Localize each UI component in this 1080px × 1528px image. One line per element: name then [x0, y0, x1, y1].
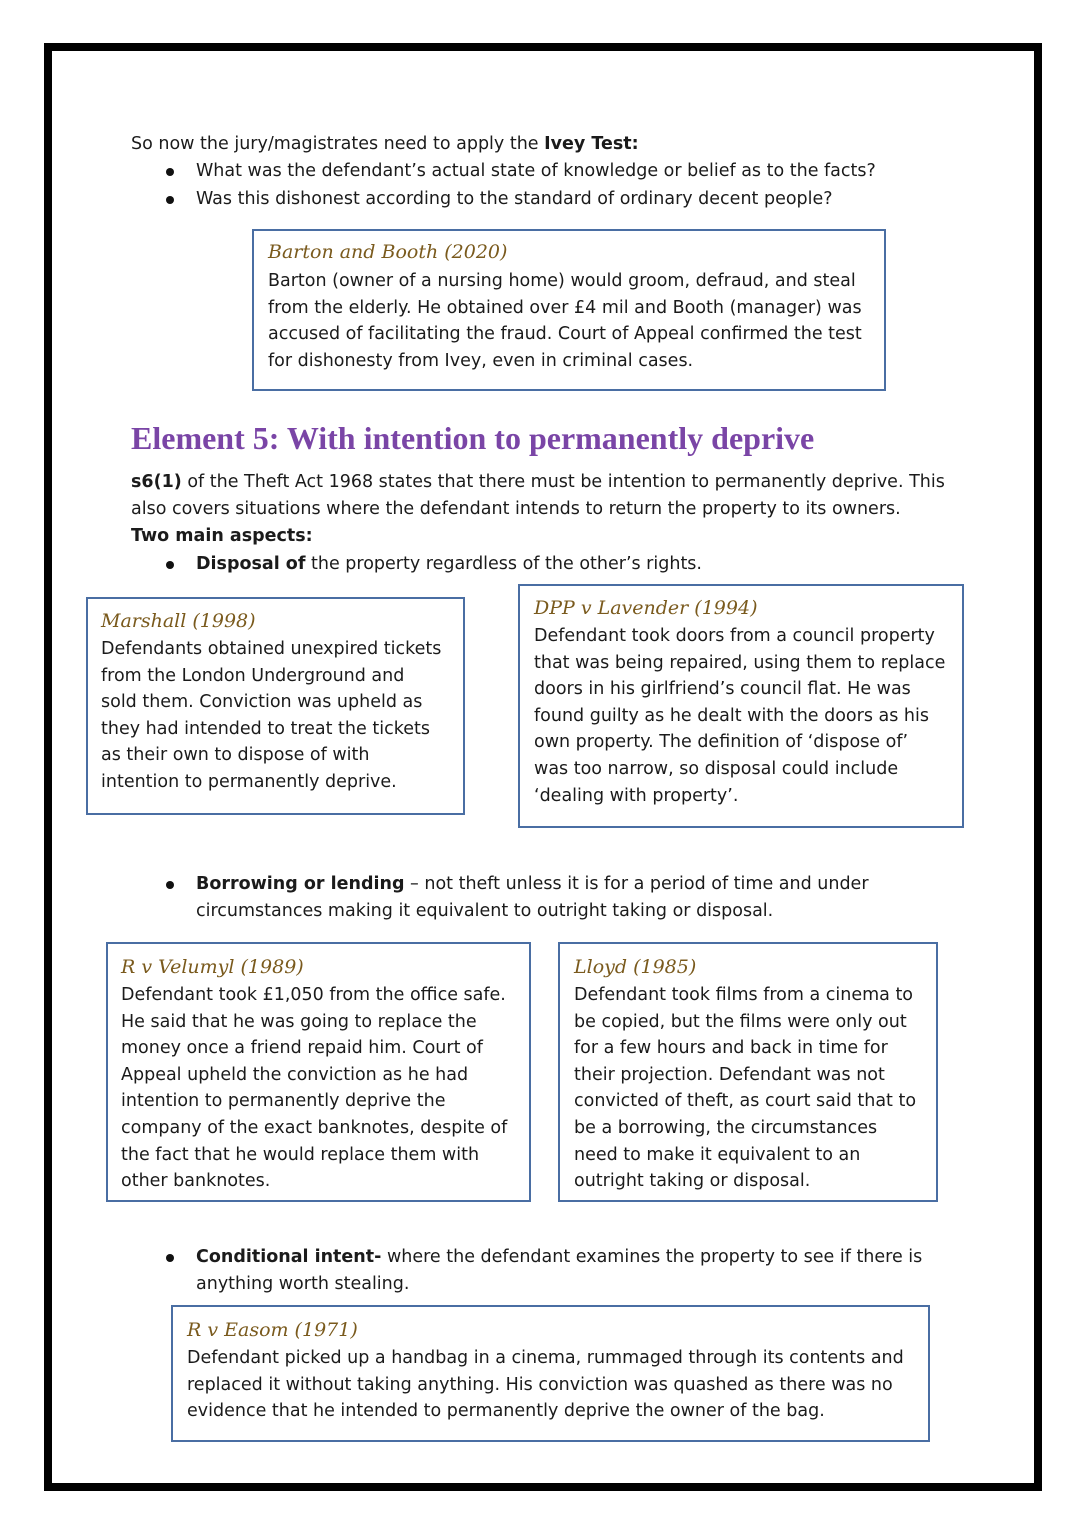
case-box-lavender	[518, 584, 964, 828]
element-5-heading: Element 5: With intention to permanently deprive	[131, 420, 815, 456]
case-title: Barton and Booth (2020)	[268, 241, 508, 263]
case-body: Defendant took £1,050 from the office safe. He said that he was going to replace the money once a friend repaid him. Court of Appeal upheld the conviction as he had intention to permanently deprive the company of the exact banknotes, despite of the fact that he would replace them with other banknotes.	[121, 985, 508, 1192]
case-title: R v Easom (1971)	[187, 1319, 358, 1341]
case-box-lloyd	[558, 942, 938, 1202]
case-title: Lloyd (1985)	[574, 956, 697, 978]
case-body: Defendants obtained unexpired tickets from the London Underground and sold them. Conviction was upheld as they had intended to treat the tickets as their own to dispose of with intention to permanently deprive.	[101, 639, 442, 792]
bullet-bold: Borrowing or lending	[196, 874, 405, 894]
ivey-question-2: Was this dishonest according to the standard of ordinary decent people?	[196, 189, 833, 209]
bullet-disposal	[196, 551, 702, 578]
case-box-marshall	[86, 597, 465, 815]
intro-text: So now the jury/magistrates need to apply the	[131, 134, 545, 154]
case-box-barton	[252, 229, 886, 391]
element-5-paragraph-line2: also covers situations where the defendant intends to return the property to its owners.	[131, 499, 901, 519]
case-title: DPP v Lavender (1994)	[534, 597, 758, 619]
bullet-icon	[166, 1254, 174, 1262]
bullet-conditional-line2: anything worth stealing.	[196, 1274, 410, 1294]
bullet-icon	[166, 168, 174, 176]
ivey-test-label: Ivey Test:	[544, 134, 639, 154]
case-body: Defendant picked up a handbag in a cinema, rummaged through its contents and replaced it without taking anything. His conviction was quashed as there was no evidence that he intended to permanently deprive the owner of the bag.	[187, 1348, 904, 1422]
bullet-text: the property regardless of the other’s rights.	[305, 554, 702, 574]
paragraph-text: of the Theft Act 1968 states that there must be intention to permanently deprive. This	[181, 472, 945, 492]
case-title: Marshall (1998)	[101, 610, 256, 632]
element-5-paragraph-line1	[131, 469, 945, 496]
case-box-velumyl	[106, 942, 531, 1202]
bullet-text: where the defendant examines the property to see if there is	[381, 1247, 923, 1267]
case-body: Defendant took films from a cinema to be copied, but the films were only out for a few hours and back in time for their projection. Defendant was not convicted of theft, as court said that to be a borrowing, the circumstances need to make it equivalent to an outright taking or disposal.	[574, 985, 917, 1192]
bullet-bold: Conditional intent-	[196, 1247, 382, 1267]
case-box-easom	[171, 1305, 930, 1442]
bullet-bold: Disposal of	[196, 554, 306, 574]
bullet-icon	[166, 561, 174, 569]
ivey-question-1: What was the defendant’s actual state of knowledge or belief as to the facts?	[196, 161, 876, 181]
aspects-label-text: Two main aspects:	[131, 526, 313, 546]
bullet-icon	[166, 196, 174, 204]
bullet-borrowing-line2: circumstances making it equivalent to outright taking or disposal.	[196, 901, 774, 921]
intro-line	[131, 131, 639, 158]
bullet-conditional	[196, 1244, 922, 1271]
bullet-icon	[166, 881, 174, 889]
bullet-text: – not theft unless it is for a period of time and under	[404, 874, 869, 894]
case-body: Barton (owner of a nursing home) would groom, defraud, and steal from the elderly. He obtained over £4 mil and Booth (manager) was accused of facilitating the fraud. Court of Appeal confirmed the test for dishonesty from Ivey, even in criminal cases.	[268, 271, 862, 371]
section-ref: s6(1)	[131, 472, 182, 492]
bullet-borrowing	[196, 871, 869, 898]
case-body: Defendant took doors from a council property that was being repaired, using them to replace doors in his girlfriend’s council flat. He was found guilty as he dealt with the doors as his own property. The definition of ‘dispose of’ was too narrow, so disposal could include ‘dealing with property’.	[534, 626, 946, 806]
aspects-label	[131, 523, 313, 550]
case-title: R v Velumyl (1989)	[121, 956, 304, 978]
